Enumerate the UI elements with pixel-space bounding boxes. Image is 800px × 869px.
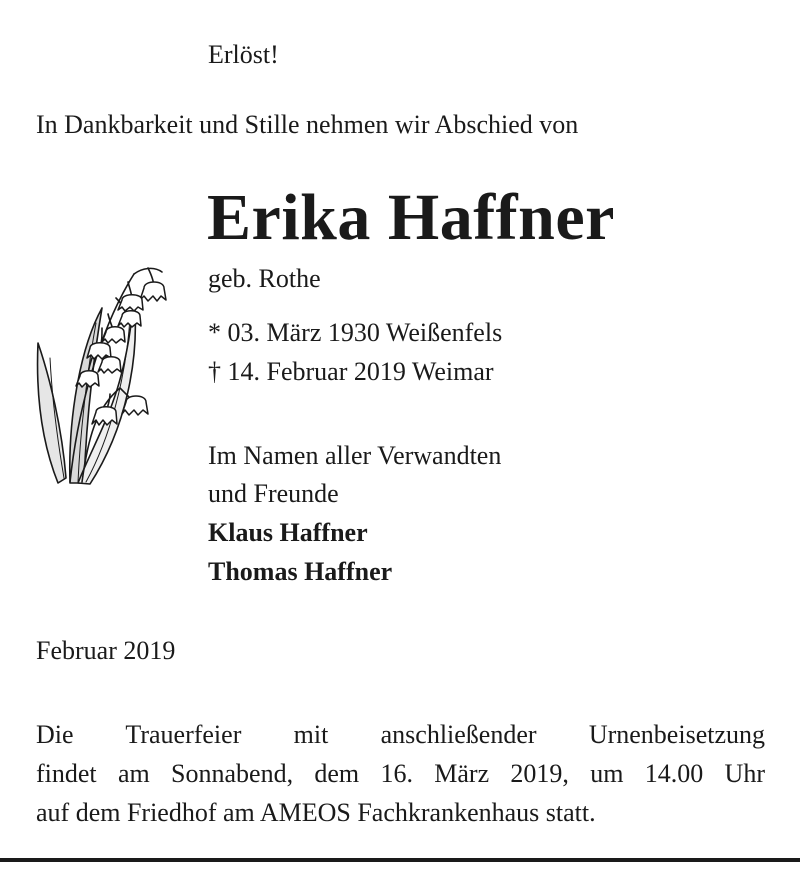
intro-text: In Dankbarkeit und Stille nehmen wir Abschied von bbox=[36, 110, 579, 139]
notice-heading: Erlöst! bbox=[208, 40, 279, 69]
bottom-border bbox=[0, 858, 800, 862]
signatory-1: Klaus Haffner bbox=[208, 518, 368, 547]
deceased-name: Erika Haffner bbox=[207, 181, 615, 254]
service-line-3: auf dem Friedhof am AMEOS Fachkrankenhaus statt. bbox=[36, 798, 596, 827]
signatory-2: Thomas Haffner bbox=[208, 557, 393, 586]
maiden-name: geb. Rothe bbox=[208, 264, 321, 293]
birth-line: * 03. März 1930 Weißenfels bbox=[208, 318, 503, 347]
notice-date: Februar 2019 bbox=[36, 636, 176, 665]
service-line-2: findet am Sonnabend, dem 16. März 2019, um 14.00 Uhr bbox=[36, 759, 765, 788]
mourners-line-1: Im Namen aller Verwandten bbox=[208, 441, 502, 470]
service-info bbox=[36, 715, 765, 832]
service-line-1: Die Trauerfeier mit anschließender Urnenbeisetzung bbox=[36, 720, 765, 749]
mourners-line-2: und Freunde bbox=[208, 479, 339, 508]
lily-of-the-valley-icon bbox=[30, 238, 170, 488]
death-line: † 14. Februar 2019 Weimar bbox=[208, 357, 494, 386]
